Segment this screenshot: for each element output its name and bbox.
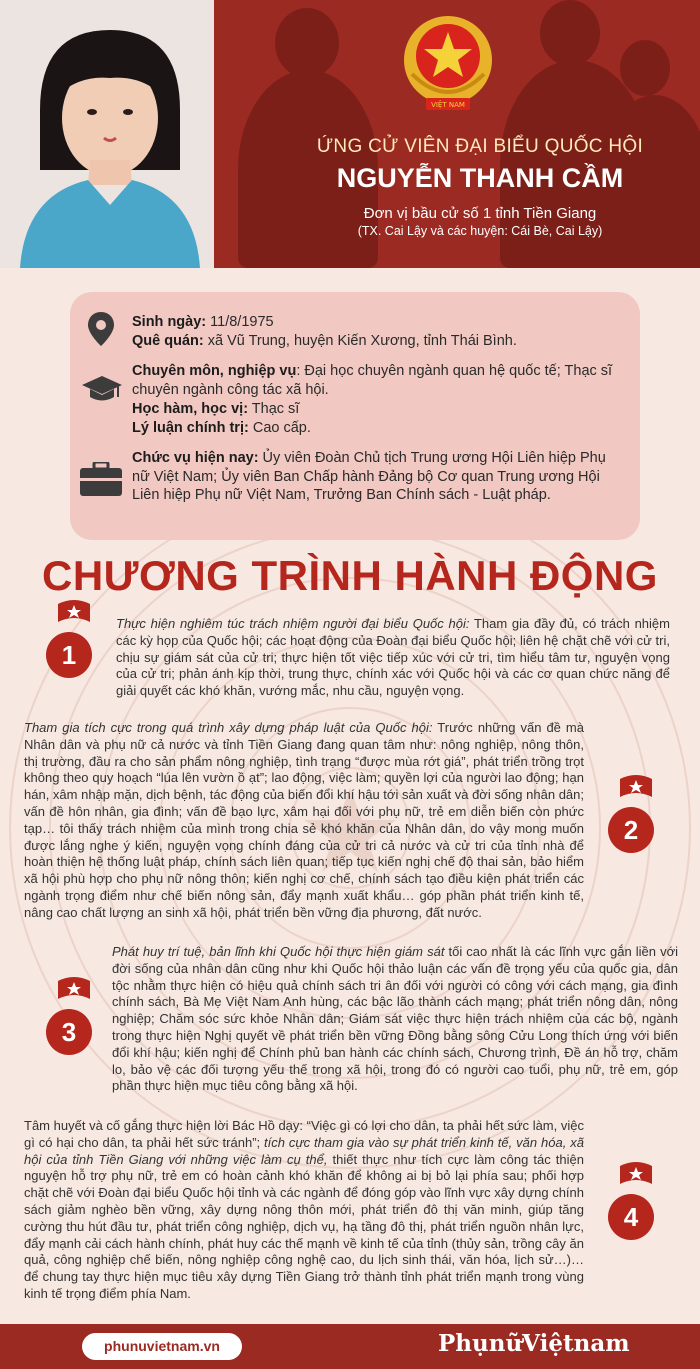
flag-icon [616,1160,656,1196]
politics-label: Lý luận chính trị: [132,420,249,436]
item-4-text [24,1118,584,1303]
degree-value: Thạc sĩ [248,401,300,417]
item-3-number: 3 [46,1009,92,1055]
action-program-title: CHƯƠNG TRÌNH HÀNH ĐỘNG [42,552,658,599]
item-4-lead: tích cực tham gia vào sự phát triển kinh tế, văn hóa, xã hội của tỉnh Tiền Giang với những việc làm cụ thể, [24,1134,584,1167]
item-2-number: 2 [608,807,654,853]
politics-row [132,419,622,438]
flag-icon [54,598,94,634]
flag-icon [616,773,656,809]
item-2-text [24,720,584,922]
item-1-badge [46,598,110,678]
item-4-body: thiết thực như tích cực làm công tác thiện nguyện hỗ trợ phụ nữ, trẻ em có hoàn cảnh khó khăn để không ai bị bỏ lại phía sau; phối hợp chặt chẽ với Đoàn đại biểu Quốc hội tỉnh và các ngành để đóng góp vào lĩnh vực xây dựng chính sách giảm nghèo bền vững, xây dựng nông thôn mới, phát triển đô thị văn minh, giúp tăng cường thu hút đầu tư, phát triển công nghiệp, dịch vụ, hạ tầng đô thị, phát triển nguồn nhân lực, đẩy mạnh cải cách hành chính, phát huy các thế mạnh về kinh tế của tỉnh (thủy sản, trồng cây ăn quả, công nghiệp chế biến, nông nghiệp công nghệ cao, du lịch sinh thái, văn hóa, lịch sử…)… để chung tay thực hiện mục tiêu xây dựng Tiền Giang trở thành tỉnh phát triển mạnh trong vùng kinh tế trọng điểm phía Nam. [24,1151,584,1301]
major-label: Chuyên môn, nghiệp vụ [132,363,297,379]
electoral-unit-detail: (TX. Cai Lậy và các huyện: Cái Bè, Cai Lậy) [357,224,603,238]
item-3-lead: Phát huy trí tuệ, bản lĩnh khi Quốc hội thực hiện giám sát [112,944,445,959]
hometown-label: Quê quán: [132,333,204,349]
candidate-name: NGUYỄN THANH CẦM [336,163,624,193]
position-label: Chức vụ hiện nay: [132,450,259,466]
candidate-role: ỨNG CỬ VIÊN ĐẠI BIỂU QUỐC HỘI [316,136,644,157]
header-banner [0,0,700,268]
degree-row [132,400,622,419]
birth-label: Sinh ngày: [132,314,207,330]
briefcase-icon [80,462,122,496]
birth-row [132,313,622,332]
graduation-cap-icon [82,374,122,404]
item-3-text [112,944,678,1095]
item-4-number: 4 [608,1194,654,1240]
item-4-pre: Tâm huyết và cố gắng thực hiện lời Bác Hồ dạy: “Việc gì có lợi cho dân, ta phải hết sức làm, việc gì có hại cho dân, ta phải hết sức tránh”; [24,1118,584,1150]
svg-text:VIỆT NAM: VIỆT NAM [431,101,465,109]
major-row [132,362,622,399]
position-value: Ủy viên Đoàn Chủ tịch Trung ương Hội Liên hiệp Phụ nữ Việt Nam; Ủy viên Ban Chấp hành Đảng bộ Cơ quan Trung ương Hội Liên hiệp Phụ nữ Việt Nam, Trưởng Ban Chính sách - Luật pháp. [132,450,606,503]
candidate-info-box [70,292,640,540]
major-value: : Đại học chuyên ngành quan hệ quốc tế; Thạc sĩ chuyên ngành công tác xã hội. [132,363,613,398]
item-1-body: Tham gia đầy đủ, có trách nhiệm các kỳ họp của Quốc hội; các hoạt động của Đoàn đại biểu Quốc hội; liên hệ chặt chẽ với cử tri, chịu sự giám sát của cử tri; thực hiện tốt việc tiếp xúc với cử tri, tìm hiểu tâm tư, nguyện vọng của cử tri; phản ánh kịp thời, trung thực, chính xác với Quốc hội và các cơ quan chức năng để giải quyết các khó khăn, vướng mắc, nhu cầu, nguyện vọng. [116,616,670,699]
item-1-text [116,616,670,700]
website-link[interactable]: phunuvietnam.vn [82,1333,242,1360]
item-1-lead: Thực hiện nghiêm túc trách nhiệm người đại biểu Quốc hội: [116,616,470,631]
flag-icon [54,975,94,1011]
publication-logo: PhụnữViệtnam [438,1330,630,1357]
item-3-body: tối cao nhất là các lĩnh vực gắn liền với đời sống của nhân dân cũng như khi Quốc hội thảo luận các vấn đề trọng yếu của quốc gia, dân tộc nhằm thực hiện có hiệu quả chính sách tri ân đối với người có công với cách mạng, gia đình chính sách, Bà Mẹ Việt Nam Anh hùng, các bậc lão thành cách mạng; phát triển nông dân, nông nghiệp; Chăm sóc sức khỏe Nhân dân; Giám sát việc thực hiện trách nhiệm của các bộ, ngành trong thực hiện Nghị quyết về phát triển bền vững Đồng bằng sông Cửu Long thích ứng với biến đổi khí hậu; kiến nghị để Chính phủ ban hành các chính sách, Chương trình, Đề án hỗ trợ, chăm lo, bảo vệ các đối tượng yếu thế trong xã hội, trong đó có người cao tuổi, phụ nữ, trẻ em, góp phần thực hiện mục tiêu công bằng xã hội. [112,944,678,1094]
item-4-badge [608,1160,672,1240]
item-2-badge [608,773,672,853]
item-3-badge [46,975,110,1055]
item-1-number: 1 [46,632,92,678]
electoral-unit: Đơn vị bầu cử số 1 tỉnh Tiền Giang [363,205,597,222]
national-emblem [398,14,498,118]
location-pin-icon [88,312,114,346]
candidate-photo [0,0,214,268]
position-row [132,449,622,505]
hometown-row [132,332,622,351]
hometown-value: xã Vũ Trung, huyện Kiến Xương, tỉnh Thái Bình. [203,333,517,349]
birth-value: 11/8/1975 [206,314,274,330]
degree-label: Học hàm, học vị: [132,401,249,417]
footer [0,1324,700,1369]
politics-value: Cao cấp. [248,420,311,436]
item-2-lead: Tham gia tích cực trong quá trình xây dựng pháp luật của Quốc hội: [24,720,433,735]
item-2-body: Trước những vấn đề mà Nhân dân và phụ nữ cả nước và tỉnh Tiền Giang đang quan tâm như: nông nghiệp, nông thôn, thị trường, đầu ra cho sản phẩm nông nghiệp, tình trạng “được mùa rớt giá”, phát triển trồng trọt không theo quy hoạch “lúa lên vườn ồ ạt”; lao động, việc làm; quyền lợi của người lao động; hạn hán, xâm nhập mặn, dịch bệnh, tác động của biến đổi khí hậu tới sản xuất và đời sống nhân dân; vấn đề hôn nhân, gia đình; vấn đề bạo lực, xâm hại đối với phụ nữ, trẻ em diễn biến còn phức tạp… tôi thấy trách nhiệm của mình trong chia sẻ khó khăn của Nhân dân, do vậy mong muốn được lắng nghe ý kiến, nguyện vọng chính đáng của cử tri cả nước và cử tri của tỉnh nhà để hoàn thiện hệ thống luật pháp, chính sách liên quan; tiếp tục kiến nghị chế độ thai sản, bảo hiểm xã hội phù hợp cho phụ nữ nông thôn; kiến nghị cơ chế, chính sách tạo điều kiện phát triển các ngành trọng điểm như chế biến nông sản, đẩy mạnh xuất khẩu… góp phần phát triển kinh tế, nâng cao chất lượng an sinh xã hội, phát triển bền vững địa phương, đất nước. [24,720,584,920]
